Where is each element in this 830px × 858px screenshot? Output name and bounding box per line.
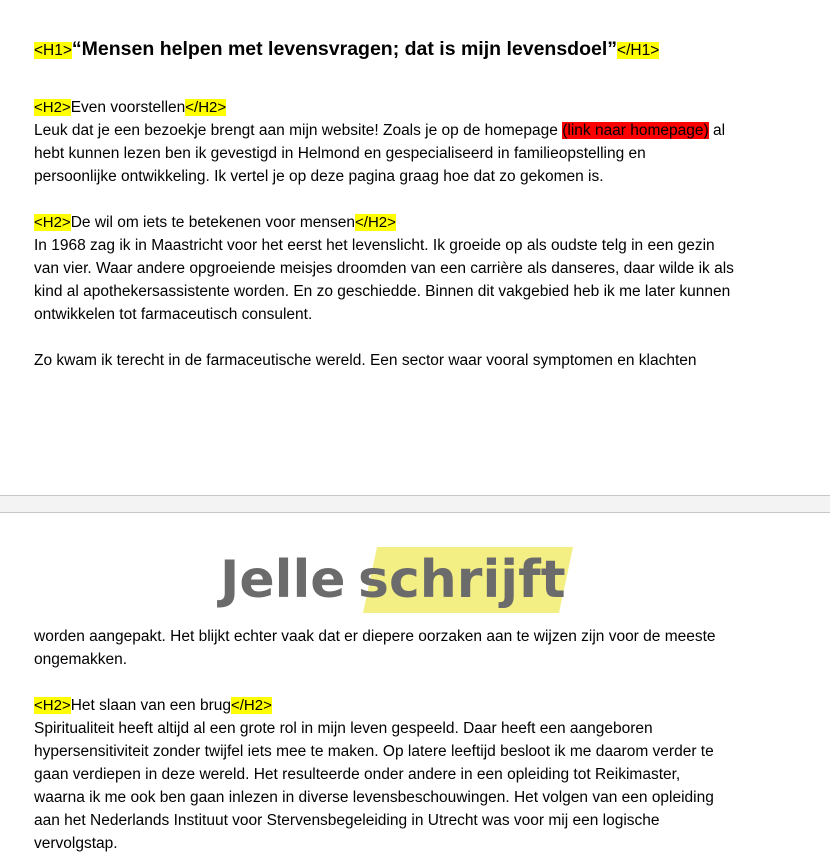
logo-word-jelle: Jelle xyxy=(220,550,346,610)
h1-open-tag: <H1> xyxy=(34,42,72,59)
h2-close-tag: </H2> xyxy=(230,697,272,714)
h1-text: “Mensen helpen met levensvragen; dat is mijn levensdoel” xyxy=(71,38,618,60)
section2-line-3: kind al apothekersassistente worden. En zo geschiedde. Binnen dit vakgebied heb ik me later kunnen xyxy=(34,283,731,300)
section1-line-1 xyxy=(34,119,764,142)
section1-line-3: persoonlijke ontwikkeling. Ik vertel je op deze pagina graag hoe dat zo gekomen is. xyxy=(34,168,604,185)
section2-heading xyxy=(34,211,764,234)
blank-line xyxy=(34,326,764,349)
section3-line-4: waarna ik me ook ben gaan inlezen in diverse levensbeschouwingen. Het volgen van een opleiding xyxy=(34,789,714,806)
section3-line-5: aan het Nederlands Instituut voor Stervensbegeleiding in Utrecht was voor mij een logische xyxy=(34,812,660,829)
section3-line-3: gaan verdiepen in deze wereld. Het resulteerde onder andere in een opleiding tot Reikimaster, xyxy=(34,766,681,783)
section2-line-1: In 1968 zag ik in Maastricht voor het eerst het levenslicht. Ik groeide op als oudste telg in een gezin xyxy=(34,237,715,254)
section2-heading-text: De wil om iets te betekenen voor mensen xyxy=(70,214,356,231)
h2-open-tag: <H2> xyxy=(34,214,71,231)
section1-heading xyxy=(34,96,764,119)
h2-open-tag: <H2> xyxy=(34,697,71,714)
page2-body xyxy=(34,625,764,855)
section1-heading-text: Even voorstellen xyxy=(70,99,186,116)
section3-line-1: Spiritualiteit heeft altijd al een grote rol in mijn leven gespeeld. Daar heeft een aangeboren xyxy=(34,720,653,737)
continuation-line-1: worden aangepakt. Het blijkt echter vaak dat er diepere oorzaken aan te wijzen zijn voor de meeste xyxy=(34,628,716,645)
section2-trailing-line: Zo kwam ik terecht in de farmaceutische wereld. Een sector waar vooral symptomen en klachten xyxy=(34,352,697,369)
homepage-link-note[interactable]: (link naar homepage) xyxy=(562,122,709,139)
h1-close-tag: </H1> xyxy=(617,42,660,59)
section2-line-2: van vier. Waar andere opgroeiende meisjes droomden van een carrière als danseres, daar wilde ik als xyxy=(34,260,734,277)
h2-close-tag: </H2> xyxy=(185,99,227,116)
section3-heading-text: Het slaan van een brug xyxy=(70,697,231,714)
main-heading xyxy=(34,36,659,64)
jelle-schrijft-logo xyxy=(220,545,570,615)
page1-body xyxy=(34,96,764,372)
blank-line xyxy=(34,671,764,694)
h2-close-tag: </H2> xyxy=(355,214,396,231)
section1-text-after-link: al xyxy=(708,122,726,139)
section1-text-before-link: Leuk dat je een bezoekje brengt aan mijn website! Zoals je op de homepage xyxy=(34,122,563,139)
section3-line-6: vervolgstap. xyxy=(34,835,118,852)
page-break-gap xyxy=(0,495,830,513)
section3-heading xyxy=(34,694,764,717)
continuation-line-2: ongemakken. xyxy=(34,651,128,668)
logo-word-schrijft: schrijft xyxy=(358,550,566,610)
section1-line-2: hebt kunnen lezen ben ik gevestigd in Helmond en gespecialiseerd in familieopstelling en xyxy=(34,145,646,162)
blank-line xyxy=(34,188,764,211)
section2-line-4: ontwikkelen tot farmaceutisch consulent. xyxy=(34,306,313,323)
h2-open-tag: <H2> xyxy=(34,99,71,116)
section3-line-2: hypersensitiviteit zonder twijfel iets mee te maken. Op latere leeftijd besloot ik me daarom verder te xyxy=(34,743,714,760)
document-page-2 xyxy=(0,513,830,858)
